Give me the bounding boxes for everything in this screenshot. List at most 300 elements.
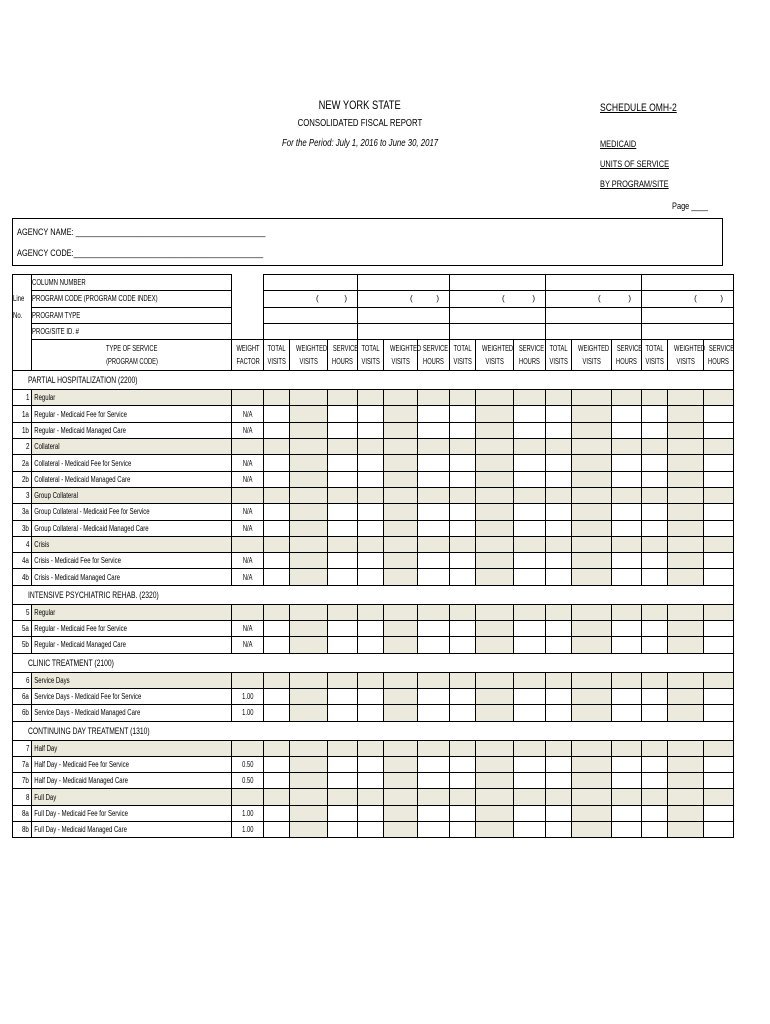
service-hours-cell[interactable] xyxy=(514,455,546,471)
total-visits-cell[interactable] xyxy=(358,621,384,637)
line-number: 3 xyxy=(13,487,32,503)
service-hours-cell[interactable] xyxy=(328,773,358,789)
total-visits-cell[interactable] xyxy=(642,553,668,569)
group-row xyxy=(13,390,734,406)
total-visits-cell xyxy=(450,672,476,688)
service-hours-cell[interactable] xyxy=(328,569,358,585)
program-code-label: PROGRAM CODE (PROGRAM CODE INDEX) xyxy=(32,291,232,307)
program-type-4[interactable] xyxy=(546,307,642,323)
service-label: Group Collateral - Medicaid Fee for Service xyxy=(32,504,232,520)
total-visits-cell[interactable] xyxy=(264,756,290,772)
total-visits-cell[interactable] xyxy=(358,805,384,821)
report-title-text: CONSOLIDATED FISCAL REPORT xyxy=(297,118,423,129)
total-visits-cell[interactable] xyxy=(264,705,290,721)
service-label: Regular - Medicaid Managed Care xyxy=(32,637,232,653)
total-visits-cell xyxy=(642,672,668,688)
service-hours-cell[interactable] xyxy=(328,688,358,704)
total-visits-cell[interactable] xyxy=(642,455,668,471)
program-code-row xyxy=(13,291,734,307)
total-visits-cell[interactable] xyxy=(546,553,572,569)
total-visits-cell[interactable] xyxy=(450,637,476,653)
total-visits-cell[interactable] xyxy=(546,569,572,585)
table-row xyxy=(13,805,734,821)
service-hours-cell[interactable] xyxy=(514,773,546,789)
prog-site-4[interactable] xyxy=(546,323,642,339)
weighted-visits-cell xyxy=(668,773,704,789)
total-visits-cell[interactable] xyxy=(450,553,476,569)
total-visits-cell[interactable] xyxy=(546,756,572,772)
weighted-visits-cell xyxy=(476,504,514,520)
total-visits-cell[interactable] xyxy=(264,504,290,520)
weighted-visits-cell xyxy=(476,406,514,422)
service-hours-cell[interactable] xyxy=(704,773,734,789)
paren-open: ( xyxy=(598,294,601,304)
table-row xyxy=(13,705,734,721)
subtitle-medicaid-text: MEDICAID xyxy=(600,139,637,150)
total-visits-cell xyxy=(358,487,384,503)
service-hours-cell[interactable] xyxy=(612,688,642,704)
service-hours-cell[interactable] xyxy=(328,504,358,520)
service-hours-cell[interactable] xyxy=(612,520,642,536)
total-visits-cell[interactable] xyxy=(546,637,572,653)
weighted-visits-cell xyxy=(668,805,704,821)
service-hours-cell[interactable] xyxy=(704,805,734,821)
line-number: 7b xyxy=(13,773,32,789)
column-number-5[interactable] xyxy=(642,275,734,291)
agency-code-field[interactable]: AGENCY CODE:______________________________________________ xyxy=(17,248,264,259)
total-visits-cell[interactable] xyxy=(642,569,668,585)
total-visits-cell[interactable] xyxy=(358,455,384,471)
total-visits-cell[interactable] xyxy=(642,621,668,637)
total-visits-cell[interactable] xyxy=(358,569,384,585)
service-hours-cell[interactable] xyxy=(514,805,546,821)
service-hours-cell[interactable] xyxy=(612,773,642,789)
weighted-visits-cell xyxy=(384,773,418,789)
service-hours-header: SERVICE HOURS xyxy=(514,340,546,371)
service-hours-cell[interactable] xyxy=(612,637,642,653)
service-hours-cell[interactable] xyxy=(612,471,642,487)
weighted-visits-cell xyxy=(384,569,418,585)
service-hours-header: SERVICE HOURS xyxy=(612,340,642,371)
column-number-2[interactable] xyxy=(358,275,450,291)
total-visits-cell[interactable] xyxy=(642,520,668,536)
service-hours-cell[interactable] xyxy=(704,455,734,471)
total-visits-cell[interactable] xyxy=(264,455,290,471)
service-hours-cell[interactable] xyxy=(704,637,734,653)
spacer-cell xyxy=(232,307,264,323)
service-hours-cell[interactable] xyxy=(418,805,450,821)
total-visits-cell[interactable] xyxy=(358,756,384,772)
weighted-visits-cell xyxy=(476,553,514,569)
weighted-visits-header: WEIGHTED VISITS xyxy=(572,340,612,371)
total-visits-cell[interactable] xyxy=(546,504,572,520)
weighted-visits-cell xyxy=(476,390,514,406)
program-code-3[interactable] xyxy=(450,291,546,307)
service-hours-cell[interactable] xyxy=(418,406,450,422)
program-code-parens xyxy=(642,294,733,303)
total-visits-cell[interactable] xyxy=(358,406,384,422)
total-visits-cell[interactable] xyxy=(642,705,668,721)
total-visits-cell[interactable] xyxy=(546,773,572,789)
weight-factor: N/A xyxy=(232,621,264,637)
section-header-row xyxy=(13,653,734,672)
spacer-cell xyxy=(232,275,264,291)
page-number-text: Page ____ xyxy=(672,201,708,212)
program-type-row xyxy=(13,307,734,323)
total-visits-cell[interactable] xyxy=(642,471,668,487)
total-visits-cell xyxy=(450,487,476,503)
total-visits-cell xyxy=(546,789,572,805)
total-visits-cell[interactable] xyxy=(450,621,476,637)
total-visits-cell[interactable] xyxy=(546,471,572,487)
total-visits-cell[interactable] xyxy=(358,520,384,536)
service-hours-cell[interactable] xyxy=(514,504,546,520)
service-hours-cell[interactable] xyxy=(612,553,642,569)
service-hours-cell[interactable] xyxy=(328,805,358,821)
service-hours-cell[interactable] xyxy=(418,822,450,838)
service-hours-cell[interactable] xyxy=(514,569,546,585)
total-visits-cell xyxy=(450,439,476,455)
report-title xyxy=(260,113,460,131)
weighted-visits-cell xyxy=(290,805,328,821)
service-hours-cell xyxy=(514,789,546,805)
total-visits-cell[interactable] xyxy=(642,805,668,821)
total-visits-cell xyxy=(546,740,572,756)
weighted-visits-cell xyxy=(476,569,514,585)
weighted-visits-cell xyxy=(572,672,612,688)
total-visits-cell[interactable] xyxy=(264,406,290,422)
service-hours-cell[interactable] xyxy=(704,471,734,487)
program-type-5[interactable] xyxy=(642,307,734,323)
service-hours-cell[interactable] xyxy=(418,705,450,721)
program-code-1[interactable] xyxy=(264,291,358,307)
service-hours-cell[interactable] xyxy=(612,504,642,520)
weighted-visits-header: WEIGHTED VISITS xyxy=(668,340,704,371)
no-label-cell: No. xyxy=(13,307,32,323)
total-visits-cell[interactable] xyxy=(264,520,290,536)
total-visits-cell[interactable] xyxy=(642,637,668,653)
service-hours-cell[interactable] xyxy=(418,422,450,438)
service-hours-cell[interactable] xyxy=(514,520,546,536)
total-visits-cell[interactable] xyxy=(358,688,384,704)
total-visits-cell[interactable] xyxy=(642,422,668,438)
total-visits-cell[interactable] xyxy=(264,422,290,438)
service-label: Service Days xyxy=(32,672,232,688)
total-visits-cell xyxy=(642,789,668,805)
total-visits-cell[interactable] xyxy=(358,471,384,487)
service-hours-cell[interactable] xyxy=(418,553,450,569)
service-hours-cell[interactable] xyxy=(328,471,358,487)
service-hours-cell xyxy=(704,390,734,406)
service-hours-cell xyxy=(514,536,546,552)
service-hours-cell xyxy=(704,487,734,503)
section-title: PARTIAL HOSPITALIZATION (2200) xyxy=(13,371,734,390)
service-hours-cell[interactable] xyxy=(704,406,734,422)
total-visits-cell[interactable] xyxy=(642,688,668,704)
service-hours-cell[interactable] xyxy=(704,422,734,438)
service-hours-cell[interactable] xyxy=(328,822,358,838)
total-visits-cell[interactable] xyxy=(264,621,290,637)
service-hours-cell[interactable] xyxy=(418,455,450,471)
line-number: 8a xyxy=(13,805,32,821)
weighted-visits-cell xyxy=(668,569,704,585)
table-row xyxy=(13,822,734,838)
total-visits-cell[interactable] xyxy=(358,773,384,789)
total-visits-cell[interactable] xyxy=(358,637,384,653)
total-visits-cell xyxy=(264,604,290,620)
total-visits-cell[interactable] xyxy=(450,422,476,438)
total-visits-cell[interactable] xyxy=(264,637,290,653)
weighted-visits-cell xyxy=(572,520,612,536)
agency-info-box xyxy=(12,218,723,266)
weighted-visits-cell xyxy=(668,439,704,455)
service-hours-cell[interactable] xyxy=(612,621,642,637)
total-visits-cell[interactable] xyxy=(450,471,476,487)
service-hours-cell[interactable] xyxy=(514,688,546,704)
service-hours-cell[interactable] xyxy=(328,422,358,438)
service-hours-cell[interactable] xyxy=(418,621,450,637)
weighted-visits-cell xyxy=(384,406,418,422)
weighted-visits-cell xyxy=(290,773,328,789)
service-hours-cell[interactable] xyxy=(514,553,546,569)
weighted-visits-cell xyxy=(384,688,418,704)
total-visits-cell[interactable] xyxy=(264,805,290,821)
prog-site-3[interactable] xyxy=(450,323,546,339)
service-hours-cell[interactable] xyxy=(612,422,642,438)
total-visits-cell[interactable] xyxy=(450,504,476,520)
service-hours-cell[interactable] xyxy=(704,822,734,838)
service-hours-cell[interactable] xyxy=(328,756,358,772)
column-number-4[interactable] xyxy=(546,275,642,291)
weighted-visits-cell xyxy=(290,637,328,653)
weighted-visits-cell xyxy=(384,621,418,637)
total-visits-cell xyxy=(358,390,384,406)
service-hours-cell[interactable] xyxy=(328,455,358,471)
service-hours-cell xyxy=(328,390,358,406)
total-visits-cell[interactable] xyxy=(450,455,476,471)
total-visits-cell[interactable] xyxy=(450,705,476,721)
service-hours-cell[interactable] xyxy=(328,621,358,637)
service-hours-cell[interactable] xyxy=(418,471,450,487)
program-code-4[interactable] xyxy=(546,291,642,307)
service-hours-cell[interactable] xyxy=(704,621,734,637)
total-visits-cell[interactable] xyxy=(546,621,572,637)
total-visits-cell[interactable] xyxy=(642,773,668,789)
service-label: Collateral xyxy=(32,439,232,455)
service-hours-cell[interactable] xyxy=(328,553,358,569)
weighted-visits-cell xyxy=(668,520,704,536)
total-visits-cell[interactable] xyxy=(546,822,572,838)
service-hours-cell[interactable] xyxy=(704,553,734,569)
agency-name-field[interactable]: AGENCY NAME: ______________________________________________ xyxy=(17,227,266,238)
service-hours-cell xyxy=(418,672,450,688)
total-visits-cell[interactable] xyxy=(546,688,572,704)
total-visits-cell[interactable] xyxy=(450,773,476,789)
weight-factor: N/A xyxy=(232,637,264,653)
service-hours-cell[interactable] xyxy=(612,406,642,422)
service-hours-cell[interactable] xyxy=(328,520,358,536)
weight-factor: 1.00 xyxy=(232,822,264,838)
service-hours-cell[interactable] xyxy=(418,520,450,536)
total-visits-cell xyxy=(450,604,476,620)
weighted-visits-cell xyxy=(572,536,612,552)
weight-factor: 1.00 xyxy=(232,805,264,821)
weighted-visits-cell xyxy=(668,553,704,569)
table-row xyxy=(13,756,734,772)
total-visits-cell[interactable] xyxy=(546,805,572,821)
service-hours-cell[interactable] xyxy=(612,455,642,471)
total-visits-cell xyxy=(264,390,290,406)
service-hours-cell[interactable] xyxy=(704,569,734,585)
total-visits-header: TOTAL VISITS xyxy=(358,340,384,371)
page-number xyxy=(672,196,718,214)
service-hours-cell[interactable] xyxy=(418,773,450,789)
total-visits-cell[interactable] xyxy=(264,773,290,789)
total-visits-cell[interactable] xyxy=(450,805,476,821)
weighted-visits-cell xyxy=(290,822,328,838)
total-visits-cell[interactable] xyxy=(546,406,572,422)
service-hours-cell[interactable] xyxy=(418,637,450,653)
total-visits-cell[interactable] xyxy=(450,406,476,422)
weighted-visits-cell xyxy=(384,789,418,805)
total-visits-cell[interactable] xyxy=(450,756,476,772)
service-hours-cell[interactable] xyxy=(514,422,546,438)
weighted-visits-cell xyxy=(290,487,328,503)
service-hours-cell[interactable] xyxy=(612,822,642,838)
total-visits-cell xyxy=(642,390,668,406)
prog-site-1[interactable] xyxy=(264,323,358,339)
weighted-visits-cell xyxy=(290,621,328,637)
total-visits-cell[interactable] xyxy=(358,422,384,438)
service-hours-cell[interactable] xyxy=(612,756,642,772)
program-type-1[interactable] xyxy=(264,307,358,323)
weighted-visits-cell xyxy=(384,672,418,688)
service-hours-cell[interactable] xyxy=(704,688,734,704)
service-hours-cell[interactable] xyxy=(612,805,642,821)
service-hours-cell[interactable] xyxy=(514,471,546,487)
program-code-5[interactable] xyxy=(642,291,734,307)
total-visits-cell[interactable] xyxy=(546,455,572,471)
total-visits-cell[interactable] xyxy=(642,504,668,520)
service-hours-cell xyxy=(612,789,642,805)
service-hours-cell[interactable] xyxy=(612,569,642,585)
line-number: 6a xyxy=(13,688,32,704)
weighted-visits-cell xyxy=(476,756,514,772)
weighted-visits-cell xyxy=(668,740,704,756)
service-hours-cell[interactable] xyxy=(514,756,546,772)
weighted-visits-cell xyxy=(384,520,418,536)
service-hours-cell[interactable] xyxy=(704,705,734,721)
total-visits-cell[interactable] xyxy=(450,569,476,585)
schedule-id xyxy=(600,98,698,116)
service-hours-cell[interactable] xyxy=(514,822,546,838)
service-hours-cell[interactable] xyxy=(418,569,450,585)
service-hours-cell xyxy=(328,487,358,503)
total-visits-cell[interactable] xyxy=(264,688,290,704)
service-hours-cell[interactable] xyxy=(514,637,546,653)
program-type-2[interactable] xyxy=(358,307,450,323)
state-title-text: NEW YORK STATE xyxy=(318,98,402,112)
weighted-visits-cell xyxy=(384,756,418,772)
service-hours-cell xyxy=(418,789,450,805)
table-row xyxy=(13,773,734,789)
prog-site-2[interactable] xyxy=(358,323,450,339)
service-hours-cell[interactable] xyxy=(328,705,358,721)
weighted-visits-cell xyxy=(290,471,328,487)
total-visits-cell[interactable] xyxy=(358,822,384,838)
service-hours-cell[interactable] xyxy=(612,705,642,721)
total-visits-cell[interactable] xyxy=(264,569,290,585)
spacer-cell xyxy=(232,291,264,307)
service-hours-cell xyxy=(612,604,642,620)
column-number-3[interactable] xyxy=(450,275,546,291)
total-visits-cell[interactable] xyxy=(264,553,290,569)
service-hours-cell[interactable] xyxy=(704,520,734,536)
service-hours-cell[interactable] xyxy=(704,756,734,772)
service-hours-cell xyxy=(418,439,450,455)
total-visits-cell[interactable] xyxy=(546,520,572,536)
line-number: 4 xyxy=(13,536,32,552)
total-visits-cell[interactable] xyxy=(358,504,384,520)
prog-site-5[interactable] xyxy=(642,323,734,339)
service-hours-cell[interactable] xyxy=(418,504,450,520)
column-number-1[interactable] xyxy=(264,275,358,291)
group-row xyxy=(13,439,734,455)
total-visits-cell[interactable] xyxy=(358,705,384,721)
service-hours-cell[interactable] xyxy=(418,688,450,704)
total-visits-cell[interactable] xyxy=(264,471,290,487)
weighted-visits-cell xyxy=(384,390,418,406)
total-visits-header: TOTAL VISITS xyxy=(450,340,476,371)
service-hours-cell[interactable] xyxy=(704,504,734,520)
service-hours-cell[interactable] xyxy=(514,406,546,422)
total-visits-cell[interactable] xyxy=(642,756,668,772)
service-hours-cell xyxy=(612,740,642,756)
weighted-visits-cell xyxy=(476,705,514,721)
program-code-2[interactable] xyxy=(358,291,450,307)
total-visits-cell[interactable] xyxy=(358,553,384,569)
program-code-parens xyxy=(546,294,641,303)
service-hours-cell[interactable] xyxy=(328,406,358,422)
line-number: 1b xyxy=(13,422,32,438)
total-visits-cell xyxy=(450,789,476,805)
service-hours-cell[interactable] xyxy=(328,637,358,653)
total-visits-cell xyxy=(358,604,384,620)
total-visits-cell xyxy=(450,740,476,756)
weighted-visits-cell xyxy=(476,455,514,471)
total-visits-cell[interactable] xyxy=(264,822,290,838)
total-visits-cell[interactable] xyxy=(450,822,476,838)
schedule-id-text: SCHEDULE OMH-2 xyxy=(600,102,677,114)
weighted-visits-cell xyxy=(668,705,704,721)
weighted-visits-cell xyxy=(476,740,514,756)
weighted-visits-cell xyxy=(290,705,328,721)
units-of-service-table xyxy=(12,274,734,838)
subtitle-program-site-text: BY PROGRAM/SITE xyxy=(600,179,669,190)
service-hours-cell[interactable] xyxy=(514,705,546,721)
section-header-row xyxy=(13,371,734,390)
total-visits-cell[interactable] xyxy=(642,406,668,422)
subtitle-units xyxy=(600,154,689,172)
total-visits-cell[interactable] xyxy=(546,705,572,721)
total-visits-cell[interactable] xyxy=(450,688,476,704)
total-visits-cell[interactable] xyxy=(642,822,668,838)
service-hours-cell[interactable] xyxy=(514,621,546,637)
total-visits-cell[interactable] xyxy=(546,422,572,438)
service-hours-cell[interactable] xyxy=(418,756,450,772)
total-visits-cell[interactable] xyxy=(450,520,476,536)
program-type-3[interactable] xyxy=(450,307,546,323)
